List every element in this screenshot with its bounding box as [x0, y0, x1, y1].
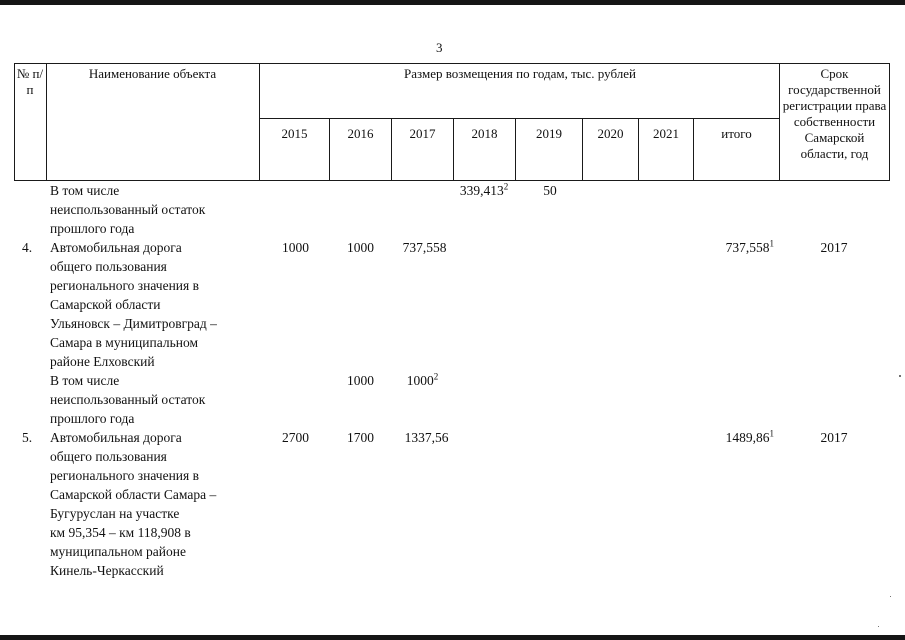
scan-speck	[899, 375, 901, 377]
cell-2016: 1700	[347, 430, 374, 445]
cell-2017: 737,558	[402, 240, 447, 255]
row-name-line: Самарской области	[50, 297, 161, 312]
header-num: № п/п	[16, 66, 44, 97]
scan-bottom-border	[0, 635, 905, 640]
row-number: 4.	[22, 240, 33, 255]
row-name-line: Автомобильная дорога	[50, 430, 182, 445]
row-name-line: км 95,354 – км 118,908 в	[50, 525, 191, 540]
row-name-line: неиспользованный остаток	[50, 392, 206, 407]
row-name-line: Самара в муниципальном	[50, 335, 198, 350]
cell-total: 737,558$^1$	[725, 238, 774, 255]
row-name-line: регионального значения в	[50, 278, 199, 293]
cell-deadline: 2017	[820, 240, 848, 255]
row-name-line: общего пользования	[50, 259, 167, 274]
header-deadline: Срок государственной регистрации права собственности Самарской области, год	[782, 66, 887, 161]
header-year-2019: 2019	[536, 126, 562, 141]
row-name-line: В том числе	[50, 373, 120, 388]
cell-deadline: 2017	[820, 430, 848, 445]
header-amount: Размер возмещения по годам, тыс. рублей	[404, 66, 636, 81]
row-name-line: неиспользованный остаток	[50, 202, 206, 217]
row-name-line: Самарской области Самара –	[50, 487, 217, 502]
scan-top-border	[0, 0, 905, 5]
header-year-2018: 2018	[471, 126, 498, 141]
row-name-line: районе Елховский	[50, 354, 155, 369]
scan-speck	[890, 596, 891, 597]
cell-2016: 1000	[347, 240, 374, 255]
row-name-line: Автомобильная дорога	[50, 240, 182, 255]
row-name-line: общего пользования	[50, 449, 167, 464]
header-year-2020: 2020	[597, 126, 624, 141]
header-year-2017: 2017	[409, 126, 436, 141]
row-name-line: муниципальном районе	[50, 544, 186, 559]
header-year-2016: 2016	[347, 126, 374, 141]
cell-2015: 2700	[282, 430, 309, 445]
header-name: Наименование объекта	[88, 66, 217, 81]
row-name-line: Бугуруслан на участке	[50, 506, 180, 521]
row-name-line: В том числе	[50, 183, 120, 198]
cell-total: 1489,86$^1$	[725, 428, 774, 445]
page-number: 3	[436, 40, 443, 55]
cell-2017: 1337,56	[404, 430, 449, 445]
row-name-line: регионального значения в	[50, 468, 199, 483]
row-name-line: Кинель-Черкасский	[50, 563, 164, 578]
header-year-2021: 2021	[653, 126, 679, 141]
header-year-2015: 2015	[281, 126, 308, 141]
scan-speck	[878, 626, 879, 627]
header-total: итого	[721, 126, 752, 141]
cell-2015: 1000	[282, 240, 309, 255]
row-name-line: прошлого года	[50, 411, 135, 426]
cell-2018: 339,413$^2$	[459, 181, 509, 198]
row-number: 5.	[22, 430, 33, 445]
row-name-line: прошлого года	[50, 221, 135, 236]
cell-2016: 1000	[347, 373, 374, 388]
row-name-line: Ульяновск – Димитровград –	[50, 316, 217, 331]
cell-2017: 1000$^2$	[406, 371, 439, 388]
cell-2019: 50	[543, 183, 557, 198]
